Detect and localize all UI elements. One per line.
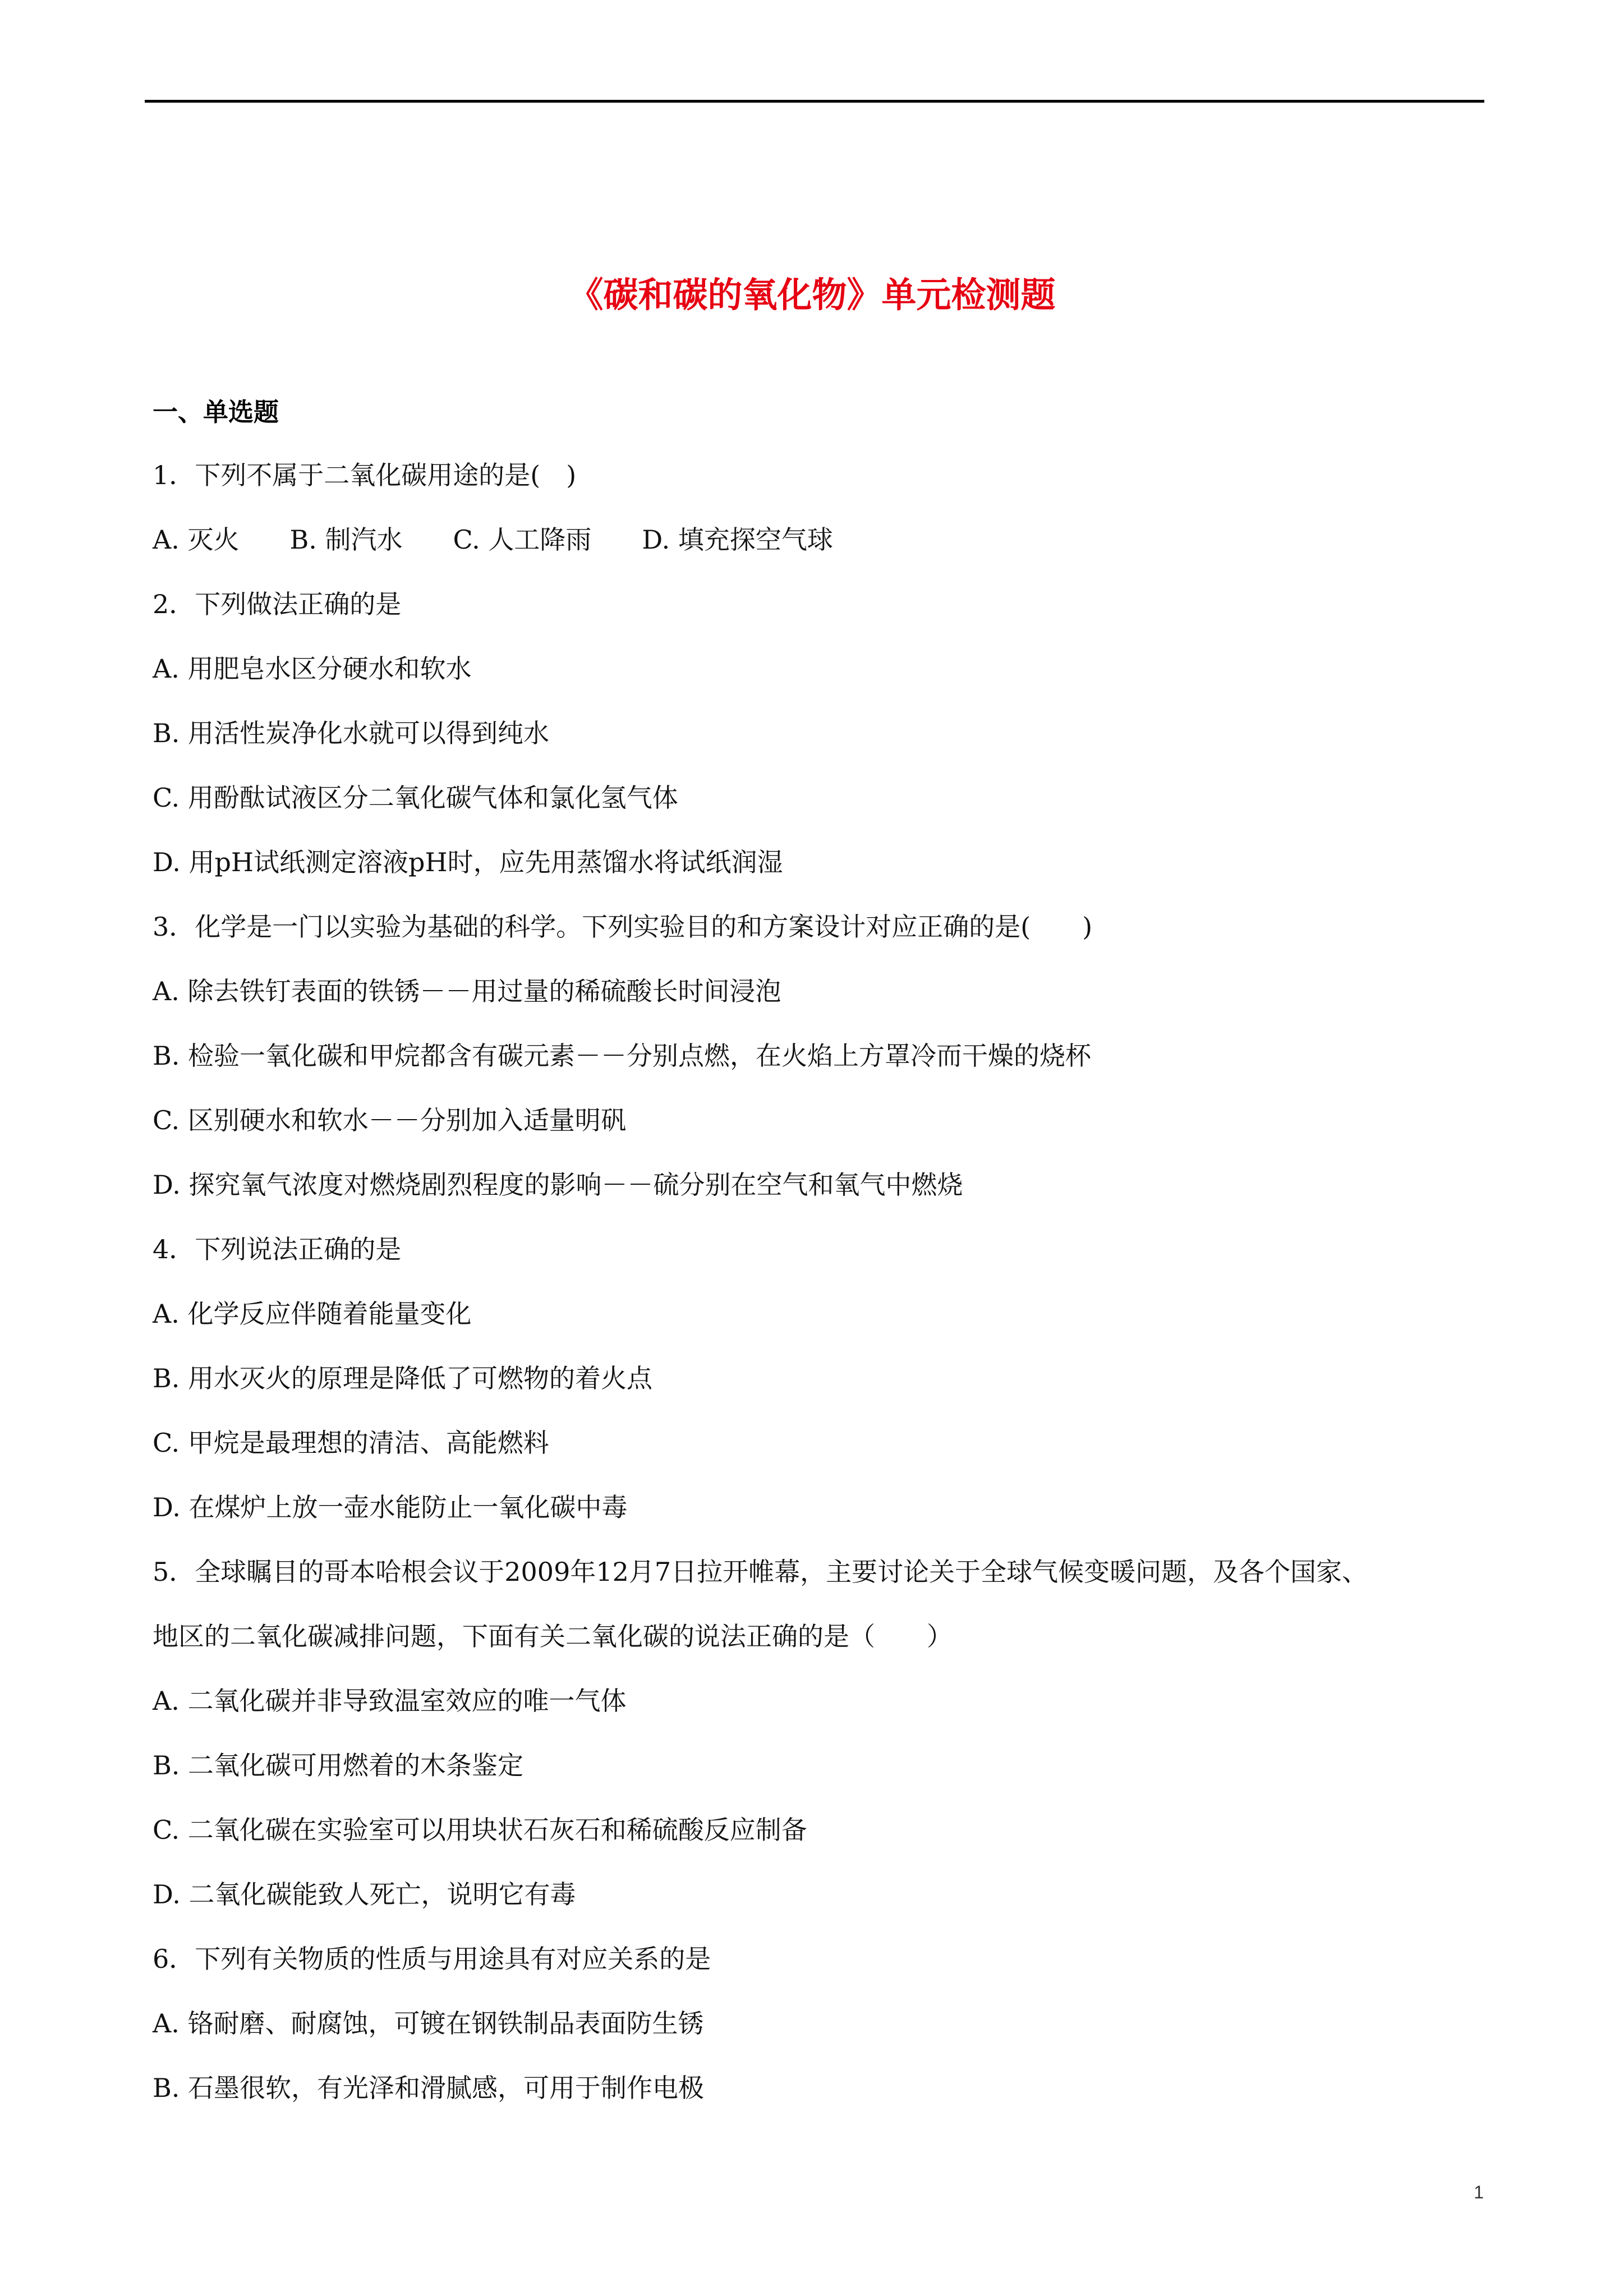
question-1-option-d: D. 填充探空气球 [642,524,833,555]
question-1-option-b: B. 制汽水 [289,524,403,555]
header-rule [145,100,1484,103]
question-3-option-b: B. 检验一氧化碳和甲烷都含有碳元素－－分别点燃，在火焰上方罩冷而干燥的烧杯 [153,1041,1092,1071]
question-5-stem-line-1: 5．全球瞩目的哥本哈根会议于2009年12月7日拉开帷幕，主要讨论关于全球气候变暖问题，及各个国家、 [153,1557,1368,1587]
section-heading: 一、单选题 [153,397,279,427]
question-1-options [153,508,1488,572]
question-6-option-b: B. 石墨很软，有光泽和滑腻感，可用于制作电极 [153,2073,705,2103]
question-2-option-c: C. 用酚酞试液区分二氧化碳气体和氯化氢气体 [153,783,678,813]
question-3-option-a: A. 除去铁钉表面的铁锈－－用过量的稀硫酸长时间浸泡 [153,976,781,1006]
document-title: 《碳和碳的氧化物》单元检测题 [568,274,1056,315]
question-6-option-a: A. 铬耐磨、耐腐蚀，可镀在钢铁制品表面防生锈 [153,2008,704,2039]
question-5-option-c: C. 二氧化碳在实验室可以用块状石灰石和稀硫酸反应制备 [153,1815,807,1845]
question-1-option-c: C. 人工降雨 [453,524,592,555]
question-2-option-d: D. 用pH试纸测定溶液pH时，应先用蒸馏水将试纸润湿 [153,847,783,877]
question-2-option-b: B. 用活性炭净化水就可以得到纯水 [153,718,550,748]
question-1-stem: 1．下列不属于二氧化碳用途的是( ) [153,460,577,490]
question-4-option-d: D. 在煤炉上放一壶水能防止一氧化碳中毒 [153,1492,628,1522]
question-5-option-b: B. 二氧化碳可用燃着的木条鉴定 [153,1750,524,1780]
question-3-option-d: D. 探究氧气浓度对燃烧剧烈程度的影响－－硫分别在空气和氧气中燃烧 [153,1170,963,1200]
question-4-stem: 4．下列说法正确的是 [153,1234,402,1264]
question-list [153,443,1488,2120]
question-4-option-c: C. 甲烷是最理想的清洁、高能燃料 [153,1428,549,1458]
question-3-option-c: C. 区别硬水和软水－－分别加入适量明矾 [153,1105,627,1135]
question-3-stem: 3．化学是一门以实验为基础的科学。下列实验目的和方案设计对应正确的是( ) [153,912,1093,942]
question-5-stem-line-2: 地区的二氧化碳减排问题，下面有关二氧化碳的说法正确的是（ ） [153,1621,953,1651]
question-2-stem: 2．下列做法正确的是 [153,589,402,619]
question-2-option-a: A. 用肥皂水区分硬水和软水 [153,654,472,684]
page-number: 1 [1474,2182,1484,2202]
question-5-option-d: D. 二氧化碳能致人死亡，说明它有毒 [153,1879,576,1910]
question-6-stem: 6．下列有关物质的性质与用途具有对应关系的是 [153,1944,711,1974]
question-4-option-b: B. 用水灭火的原理是降低了可燃物的着火点 [153,1363,653,1393]
question-4-option-a: A. 化学反应伴随着能量变化 [153,1299,472,1329]
question-5-option-a: A. 二氧化碳并非导致温室效应的唯一气体 [153,1686,627,1716]
question-1-option-a: A. 灭火 [153,524,240,555]
